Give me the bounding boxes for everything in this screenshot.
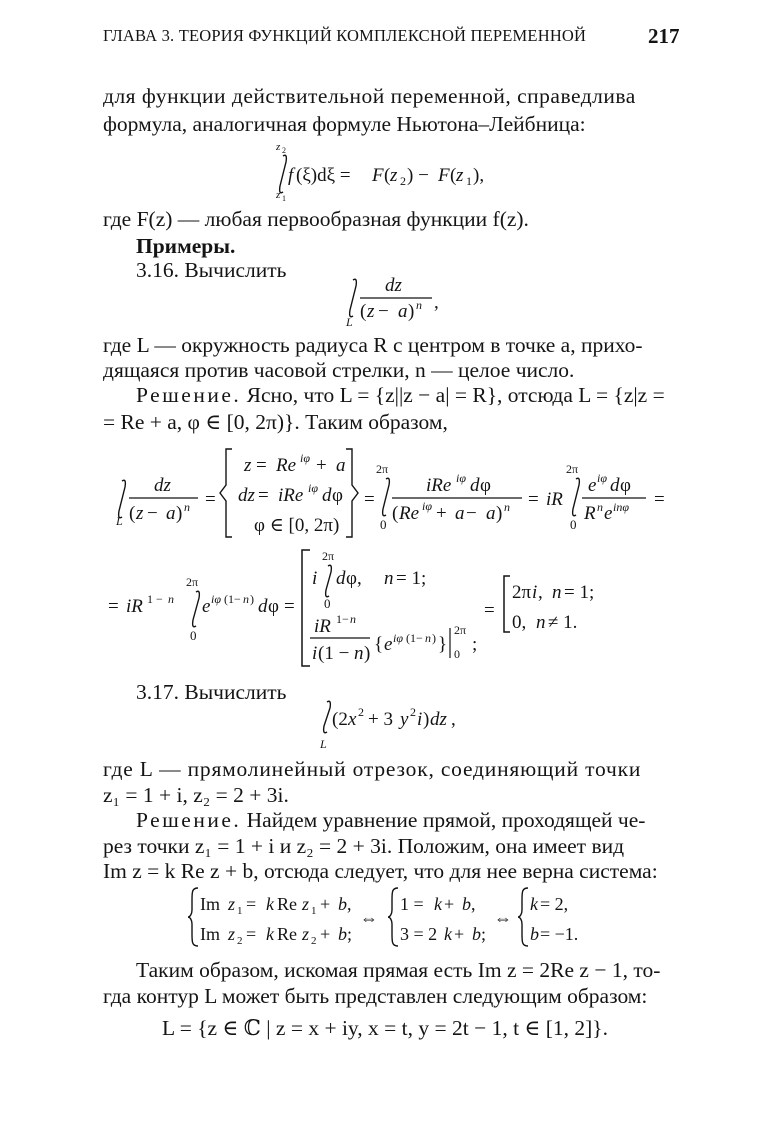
svg-text:=: = <box>528 489 539 510</box>
svg-text:⇔: ⇔ <box>360 908 378 928</box>
example-3-17-conclusion-2: гда контур L может быть представлен следующим образом: <box>103 984 648 1008</box>
example-3-16-condition-2: дящаяся против часовой стрелки, n — целое число. <box>103 358 575 382</box>
svg-text:z: z <box>228 894 236 914</box>
derivation-line-1 <box>110 443 680 543</box>
svg-text:;: ; <box>472 634 478 655</box>
svg-text:iRe: iRe <box>278 485 304 506</box>
svg-text:φ: φ <box>332 485 343 506</box>
svg-text:z: z <box>456 165 464 186</box>
svg-text:): ) <box>176 503 183 524</box>
svg-text:Re: Re <box>399 503 420 524</box>
svg-text:0: 0 <box>324 596 331 611</box>
svg-text:L: L <box>116 514 123 528</box>
svg-text:d: d <box>470 475 480 496</box>
svg-text:1 −: 1 − <box>147 592 163 606</box>
svg-text:2: 2 <box>358 705 364 719</box>
newton-leibniz-formula <box>250 136 510 202</box>
svg-text:iR: iR <box>546 489 563 510</box>
svg-text:): ) <box>496 503 503 524</box>
svg-text:1: 1 <box>466 174 472 188</box>
svg-text:dz: dz <box>238 485 255 506</box>
svg-text:2π: 2π <box>512 582 532 603</box>
example-3-17-condition-1: где L — прямолинейный отрезок, соединяющий точки <box>103 757 642 781</box>
svg-text:b: b <box>338 924 347 944</box>
svg-text:1: 1 <box>311 905 317 917</box>
svg-text:Re: Re <box>276 455 297 476</box>
svg-text:n: n <box>243 592 249 606</box>
svg-text:d: d <box>322 485 332 506</box>
svg-text:i: i <box>312 568 318 589</box>
svg-text:Im: Im <box>200 924 220 944</box>
svg-text:1−: 1− <box>336 612 349 626</box>
svg-text:(: ( <box>392 503 399 524</box>
example-3-17-solution-3: Im z = k Re z + b, отсюда следует, что для нее верна система: <box>103 859 658 883</box>
svg-text:a: a <box>455 503 465 524</box>
svg-text:n: n <box>354 643 364 664</box>
svg-text:(: ( <box>360 301 367 322</box>
svg-text:φ: φ <box>620 475 631 496</box>
svg-text:+: + <box>444 894 455 914</box>
svg-text:= 2,: = 2, <box>540 894 569 914</box>
svg-text:2π: 2π <box>566 462 579 476</box>
running-header: ГЛАВА 3. ТЕОРИЯ ФУНКЦИЙ КОМПЛЕКСНОЙ ПЕРЕМЕННОЙ <box>103 26 587 45</box>
svg-text:1: 1 <box>282 194 286 202</box>
svg-text:e: e <box>384 634 393 655</box>
svg-text:,: , <box>347 894 352 914</box>
svg-text:z: z <box>302 894 310 914</box>
svg-text:(ξ)dξ =: (ξ)dξ = <box>296 165 351 186</box>
svg-text:≠ 1.: ≠ 1. <box>548 612 578 633</box>
svg-text:+: + <box>454 924 465 944</box>
svg-text:n: n <box>504 500 510 514</box>
svg-text:=: = <box>654 489 665 510</box>
svg-text:2: 2 <box>282 146 286 155</box>
svg-text:=: = <box>246 894 257 914</box>
svg-text:z: z <box>244 455 252 476</box>
svg-text:e: e <box>202 596 211 617</box>
svg-text:,: , <box>451 709 456 730</box>
svg-text:k: k <box>266 894 274 914</box>
svg-text:2π: 2π <box>376 462 389 476</box>
svg-text:2π: 2π <box>454 623 467 637</box>
svg-text:k: k <box>530 894 538 914</box>
svg-text:=: = <box>256 455 267 476</box>
example-3-17-condition-2: z₁ = 1 + i, z₂ = 2 + 3i. <box>103 783 289 807</box>
svg-text:φ ∈ [0, 2π): φ ∈ [0, 2π) <box>254 515 340 536</box>
svg-text:): ) <box>432 631 436 645</box>
svg-text:d: d <box>610 475 620 496</box>
svg-text:+ 3: + 3 <box>368 709 393 730</box>
svg-text:iφ: iφ <box>393 631 403 645</box>
svg-text:dz: dz <box>385 275 402 296</box>
svg-text:a: a <box>166 503 176 524</box>
svg-text:n: n <box>536 612 546 633</box>
integral-3-16 <box>340 268 460 330</box>
svg-text:f: f <box>288 165 294 186</box>
svg-text:{: { <box>374 634 384 655</box>
svg-text:F: F <box>438 165 450 186</box>
svg-text:): ) <box>408 301 415 322</box>
svg-text:x: x <box>348 709 357 730</box>
svg-text:): ) <box>250 592 254 606</box>
svg-text:+: + <box>320 894 331 914</box>
svg-text:= −1.: = −1. <box>540 924 579 944</box>
svg-text:z: z <box>390 165 398 186</box>
svg-text:=: = <box>484 600 495 621</box>
svg-text:n: n <box>168 592 174 606</box>
svg-text:L: L <box>320 737 327 751</box>
svg-text:d: d <box>258 596 268 617</box>
svg-text:iφ: iφ <box>456 471 466 485</box>
final-contour-formula: L = {z ∈ ℂ | z = x + iy, x = t, y = 2t − 1, t ∈ [1, 2]}. <box>162 1016 608 1040</box>
svg-text:n: n <box>184 500 190 514</box>
svg-text:3 = 2: 3 = 2 <box>400 924 438 944</box>
svg-text:dz: dz <box>154 475 171 496</box>
svg-text:⇔: ⇔ <box>494 908 512 928</box>
example-3-16-label: 3.16. Вычислить <box>136 258 287 282</box>
svg-text:2: 2 <box>237 935 243 947</box>
svg-text:n: n <box>425 631 431 645</box>
example-3-17-conclusion-1: Таким образом, искомая прямая есть Im z = 2Re z − 1, то- <box>136 958 661 982</box>
svg-text:z: z <box>302 924 310 944</box>
svg-text:n: n <box>416 298 422 312</box>
svg-text:b: b <box>338 894 347 914</box>
svg-text:iφ: iφ <box>308 481 318 495</box>
svg-text:φ: φ <box>480 475 491 496</box>
svg-text:Re: Re <box>277 894 297 914</box>
svg-text:z: z <box>276 141 281 153</box>
svg-text:0: 0 <box>454 647 460 661</box>
system-of-equations <box>188 884 608 950</box>
svg-text:2: 2 <box>410 705 416 719</box>
svg-text:e: e <box>588 475 597 496</box>
solution-text: Найдем уравнение прямой, проходящей че- <box>246 808 646 832</box>
svg-text:n: n <box>597 500 603 514</box>
intro-line-1: для функции действительной переменной, справедлива <box>103 84 636 108</box>
svg-text:z: z <box>276 189 281 201</box>
svg-text:k: k <box>266 924 274 944</box>
svg-text:Re: Re <box>277 924 297 944</box>
example-3-17-solution-1 <box>136 808 645 833</box>
svg-text:): ) <box>423 709 430 730</box>
svg-text:}: } <box>438 634 448 655</box>
svg-text:(: ( <box>384 165 391 186</box>
svg-text:inφ: inφ <box>613 500 629 514</box>
svg-text:e: e <box>604 503 613 524</box>
svg-text:,: , <box>538 582 543 603</box>
svg-text:(2: (2 <box>332 709 348 730</box>
example-3-17-label: 3.17. Вычислить <box>136 680 287 704</box>
svg-text:i: i <box>532 582 538 603</box>
svg-text:,: , <box>434 292 439 313</box>
svg-text:y: y <box>400 709 409 730</box>
svg-text:iRe: iRe <box>426 475 452 496</box>
svg-text:iR: iR <box>314 616 331 637</box>
svg-text:=: = <box>108 596 119 617</box>
svg-text:iφ: iφ <box>211 592 221 606</box>
svg-text:iφ: iφ <box>597 471 607 485</box>
svg-text:−: − <box>147 503 158 524</box>
svg-text:+: + <box>320 924 331 944</box>
solution-text: Ясно, что L = {z||z − a| = R}, отсюда L = {z|z = <box>246 383 665 407</box>
derivation-line-2 <box>100 546 660 670</box>
svg-text:i: i <box>417 709 423 730</box>
svg-text:(1−: (1− <box>224 592 241 606</box>
svg-text:z: z <box>136 503 144 524</box>
svg-text:iφ: iφ <box>300 451 310 465</box>
svg-text:+: + <box>316 455 327 476</box>
svg-text:φ,: φ, <box>346 568 362 589</box>
svg-text:;: ; <box>481 924 487 944</box>
svg-text:z: z <box>228 924 236 944</box>
svg-text:−: − <box>378 301 389 322</box>
svg-text:R: R <box>584 503 596 524</box>
svg-text:0: 0 <box>570 517 577 532</box>
svg-text:=: = <box>284 596 295 617</box>
svg-text:iφ: iφ <box>422 499 432 513</box>
svg-text:+: + <box>436 503 447 524</box>
svg-text:1 =: 1 = <box>400 894 424 914</box>
svg-text:= 1;: = 1; <box>396 568 427 589</box>
svg-text:(: ( <box>450 165 457 186</box>
svg-text:),: ), <box>473 165 485 186</box>
svg-text:=: = <box>205 489 216 510</box>
svg-text:b: b <box>472 924 481 944</box>
svg-text:dz: dz <box>430 709 447 730</box>
example-3-16-solution-2: = Re + a, φ ∈ [0, 2π)}. Таким образом, <box>103 410 448 434</box>
svg-text:n: n <box>552 582 562 603</box>
svg-text:0,: 0, <box>512 612 527 633</box>
svg-text:,: , <box>471 894 476 914</box>
example-3-16-condition-1: где L — окружность радиуса R с центром в точке a, прихо- <box>103 333 643 357</box>
svg-text:d: d <box>336 568 346 589</box>
svg-text:(1 −: (1 − <box>318 643 350 664</box>
page-number: 217 <box>648 24 680 48</box>
svg-text:;: ; <box>347 924 353 944</box>
svg-text:L: L <box>346 315 353 329</box>
solution-word: Решение. <box>136 383 242 407</box>
svg-text:z: z <box>367 301 375 322</box>
intro-after-formula: где F(z) — любая первообразная функции f(z). <box>103 207 529 231</box>
svg-text:2π: 2π <box>322 549 335 563</box>
svg-text:a: a <box>486 503 496 524</box>
svg-text:(: ( <box>129 503 136 524</box>
svg-text:Im: Im <box>200 894 220 914</box>
svg-text:a: a <box>336 455 346 476</box>
svg-text:−: − <box>466 503 477 524</box>
intro-line-2: формула, аналогичная формуле Ньютона–Лейбница: <box>103 112 586 136</box>
svg-text:(1−: (1− <box>406 631 423 645</box>
svg-text:): ) <box>364 643 371 664</box>
svg-text:=: = <box>364 489 375 510</box>
svg-text:n: n <box>384 568 394 589</box>
examples-heading: Примеры. <box>136 234 236 258</box>
example-3-17-solution-2: рез точки z₁ = 1 + i и z₂ = 2 + 3i. Положим, она имеет вид <box>103 834 625 858</box>
svg-text:0: 0 <box>380 517 387 532</box>
svg-text:=: = <box>258 485 269 506</box>
svg-text:a: a <box>398 301 408 322</box>
svg-text:1: 1 <box>237 905 243 917</box>
svg-text:b: b <box>462 894 471 914</box>
svg-text:2π: 2π <box>186 575 199 589</box>
svg-text:iR: iR <box>126 596 143 617</box>
svg-text:= 1;: = 1; <box>564 582 595 603</box>
svg-text:=: = <box>246 924 257 944</box>
example-3-16-solution-1 <box>136 383 665 408</box>
svg-text:2: 2 <box>311 935 317 947</box>
svg-text:2: 2 <box>400 174 406 188</box>
solution-word: Решение. <box>136 808 242 832</box>
svg-text:k: k <box>444 924 452 944</box>
svg-text:F: F <box>372 165 384 186</box>
svg-text:φ: φ <box>268 596 279 617</box>
svg-text:i: i <box>312 643 318 664</box>
integral-3-17 <box>314 696 494 752</box>
svg-text:) −: ) − <box>407 165 429 186</box>
svg-text:b: b <box>530 924 539 944</box>
svg-text:0: 0 <box>190 628 197 643</box>
svg-text:n: n <box>350 612 356 626</box>
svg-text:k: k <box>434 894 442 914</box>
